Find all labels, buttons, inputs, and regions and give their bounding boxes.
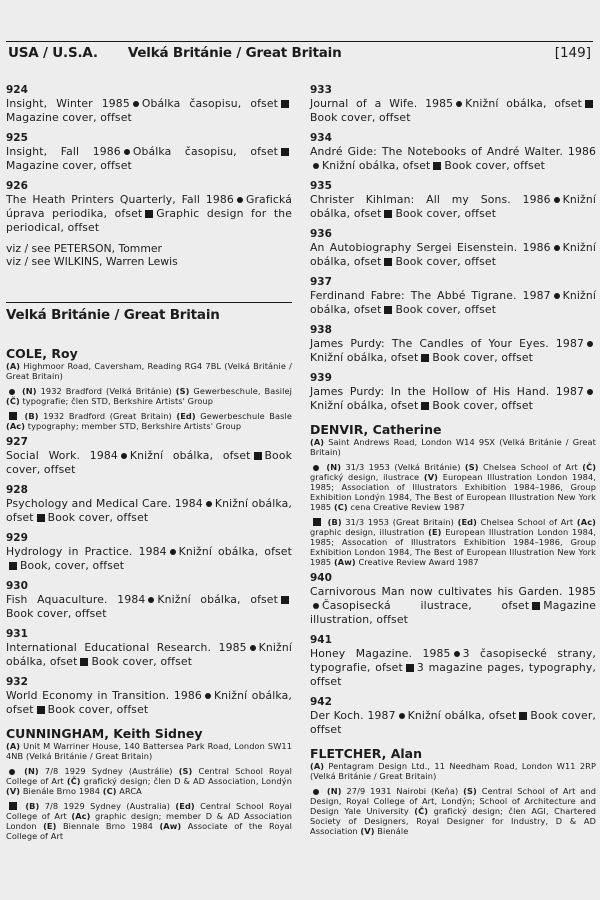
english-description: Magazine cover, offset [6, 111, 132, 124]
address-label: (A) [6, 741, 21, 751]
english-square-icon [37, 706, 45, 714]
english-description: 3 magazine pages, typography, offset [310, 661, 596, 688]
bio-label: (N) [24, 766, 39, 776]
english-biography [6, 801, 292, 841]
english-square-icon [254, 452, 262, 460]
english-square-icon [37, 514, 45, 522]
catalogue-entry [6, 180, 292, 235]
bio-label: (Ed) [175, 801, 195, 811]
czech-description: Knižní obálka, ofset [310, 193, 596, 220]
bio-text: Chelsea School of Art [480, 517, 574, 527]
english-square-icon [145, 210, 153, 218]
english-description: Book cover, offset [47, 703, 149, 716]
bio-text: Bienále Brno 1984 [22, 786, 101, 796]
entry-description [310, 337, 596, 365]
bio-text: Central School of Art and Design, Royal College of Art, Londýn; School of Architecture and Design Yale University [310, 786, 596, 816]
entry-number: 935 [310, 180, 332, 192]
entry-number: 925 [6, 132, 28, 144]
czech-bullet-icon [124, 149, 130, 155]
entry-description [310, 385, 596, 413]
bio-text: European Illustration London 1984, 1985; Association of Illustrators Exhibition 1984–1986, Group Exhibition Londýn 1984, The Best of European Illustration New York 1985 [310, 472, 596, 512]
header-country-usa: USA / U.S.A. [8, 45, 98, 61]
work-title: Ferdinand Fabre: The Abbé Tigrane. 1987 [310, 289, 551, 302]
czech-description: Knižní obálka, ofset [6, 497, 292, 524]
english-description: Book cover, offset [6, 607, 107, 620]
bio-label: (V) [360, 826, 375, 836]
artist-address [310, 761, 596, 781]
entry-description [310, 193, 596, 221]
entry-description [6, 641, 292, 669]
english-square-icon [281, 148, 289, 156]
bio-label: (B) [327, 517, 342, 527]
czech-description: Knižní obálka, ofset [310, 241, 596, 268]
work-title: Insight, Winter 1985 [6, 97, 130, 110]
english-description: Magazine cover, offset [6, 159, 132, 172]
entry-description [6, 145, 292, 173]
entry-number: 936 [310, 228, 332, 240]
czech-description: Knižní obálka, ofset [407, 709, 517, 722]
running-header [6, 41, 593, 64]
entry-description [310, 709, 596, 737]
usa-entries [6, 84, 292, 235]
gb-artists-continued [310, 423, 596, 836]
english-square-icon [313, 518, 321, 526]
czech-bullet-icon [148, 597, 154, 603]
english-square-icon [80, 658, 88, 666]
entry-number: 930 [6, 580, 28, 592]
work-title: Hydrology in Practice. 1984 [6, 545, 167, 558]
entry-number: 926 [6, 180, 28, 192]
english-square-icon [9, 562, 17, 570]
english-square-icon [9, 802, 17, 810]
artist-address [6, 741, 292, 761]
entry-number: 929 [6, 532, 28, 544]
czech-bullet-icon [456, 101, 462, 107]
work-title: Carnivorous Man now cultivates his Garden. 1985 [310, 585, 596, 598]
bio-label: (N) [21, 386, 37, 396]
work-title: James Purdy: In the Hollow of His Hand. 1987 [310, 385, 584, 398]
bio-text: 1932 Bradford (Velká Británie) [40, 386, 172, 396]
catalogue-entry [6, 84, 292, 125]
czech-bullet-icon [554, 293, 560, 299]
entry-description [310, 289, 596, 317]
entry-description [6, 689, 292, 717]
bio-label: (S) [464, 462, 479, 472]
entry-number: 924 [6, 84, 28, 96]
address-text: Pentagram Design Ltd., 11 Needham Road, London W11 2RP (Velká Británie / Great Britain) [310, 761, 596, 781]
english-square-icon [519, 712, 527, 720]
entry-description [310, 145, 596, 173]
entry-number: 931 [6, 628, 28, 640]
catalogue-entry [310, 228, 596, 269]
bio-text: grafický design; člen D & AD Association, Londýn [83, 776, 292, 786]
bio-text: Gewerbeschule, Basilej [193, 386, 293, 396]
czech-bullet-icon [9, 389, 15, 395]
english-description: Book, cover, offset [20, 559, 125, 572]
artist-name: COLE, Roy [6, 346, 78, 361]
bio-label: (N) [326, 786, 342, 796]
artist-address [310, 437, 596, 457]
bio-label: (Ed) [176, 411, 196, 421]
artist-details [310, 761, 596, 836]
czech-bullet-icon [313, 163, 319, 169]
bio-label: (Aw) [333, 557, 356, 567]
english-description: Graphic design for the periodical, offset [6, 207, 292, 234]
english-description: Magazine illustration, offset [310, 599, 596, 626]
english-square-icon [406, 664, 414, 672]
bio-text: ARCA [119, 786, 142, 796]
czech-description: Knižní obálka, ofset [157, 593, 278, 606]
bio-label: (E) [428, 527, 442, 537]
entry-number: 927 [6, 436, 28, 448]
header-country-gb: Velká Británie / Great Britain [127, 45, 342, 61]
czech-bullet-icon [206, 501, 212, 507]
czech-description: Knižní obálka, ofset [310, 399, 419, 412]
address-label: (A) [310, 761, 325, 771]
english-biography [6, 411, 292, 431]
see-also-list [6, 242, 292, 268]
work-title: An Autobiography Sergei Eisenstein. 1986 [310, 241, 551, 254]
artist-name: CUNNINGHAM, Keith Sidney [6, 726, 203, 741]
czech-biography [6, 386, 292, 406]
bio-text: cena Creative Review 1987 [350, 502, 465, 512]
bio-label: (Aw) [159, 821, 182, 831]
bio-label: (V) [423, 472, 439, 482]
english-description: Book cover, offset [310, 111, 411, 124]
english-square-icon [433, 162, 441, 170]
artist-details [6, 361, 292, 431]
catalogue-entry [310, 324, 596, 365]
entry-number: 941 [310, 634, 332, 646]
bio-label: (Č) [66, 776, 81, 786]
czech-bullet-icon [554, 245, 560, 251]
entry-description [6, 449, 292, 477]
catalogue-entry [6, 580, 292, 621]
english-square-icon [532, 602, 540, 610]
address-text: Unit M Warriner House, 140 Battersea Park Road, London SW11 4NB (Velká Británie / Great Britain) [6, 741, 293, 761]
work-title: Honey Magazine. 1985 [310, 647, 451, 660]
bio-label: (S) [178, 766, 193, 776]
right-column [310, 84, 596, 846]
work-title: World Economy in Transition. 1986 [6, 689, 202, 702]
bio-text: 1932 Bradford (Great Britain) [43, 411, 172, 421]
czech-description: Obálka časopisu, ofset [132, 145, 278, 158]
entry-number: 937 [310, 276, 332, 288]
entry-number: 934 [310, 132, 332, 144]
work-title: Journal of a Wife. 1985 [310, 97, 454, 110]
gb-artists [6, 347, 292, 841]
czech-biography [310, 786, 596, 836]
catalogue-entry [6, 676, 292, 717]
bio-text: Creative Review Award 1987 [358, 557, 479, 567]
bio-text: Biennale Brno 1984 [62, 821, 153, 831]
bio-label: (C) [102, 786, 117, 796]
entry-description [310, 241, 596, 269]
bio-text: 27/9 1931 Nairobi (Keňa) [346, 786, 459, 796]
czech-description: Knižní obálka, ofset [129, 449, 251, 462]
bio-text: Bienále [377, 826, 409, 836]
bio-text: typography; member STD, Berkshire Artists' Group [27, 421, 242, 431]
bio-text: grafický design, ilustrace [310, 472, 420, 482]
bio-text: typografie; člen STD, Berkshire Artists' Group [22, 396, 214, 406]
english-square-icon [384, 210, 392, 218]
address-label: (A) [6, 361, 21, 371]
address-text: Saint Andrews Road, London W14 9SX (Velká Británie / Great Britain) [310, 437, 596, 457]
bio-text: 31/3 1953 (Velká Británie) [345, 462, 461, 472]
czech-bullet-icon [313, 465, 319, 471]
work-title: International Educational Research. 1985 [6, 641, 247, 654]
bio-label: (B) [24, 411, 39, 421]
artist-profile [310, 423, 596, 737]
work-title: Insight, Fall 1986 [6, 145, 121, 158]
catalogue-entry [6, 484, 292, 525]
entry-description [6, 593, 292, 621]
address-label: (A) [310, 437, 325, 447]
catalogue-entry [6, 132, 292, 173]
english-description: Book cover, offset [395, 303, 497, 316]
english-description: Book cover, offset [91, 655, 193, 668]
artist-profile [6, 727, 292, 841]
section-heading: Velká Británie / Great Britain [6, 302, 292, 323]
artist-profile [6, 347, 292, 717]
english-square-icon [421, 354, 429, 362]
english-square-icon [384, 258, 392, 266]
work-title: The Heath Printers Quarterly, Fall 1986 [6, 193, 234, 206]
bio-label: (B) [25, 801, 40, 811]
catalogue-entry [310, 132, 596, 173]
english-description: Book cover, offset [395, 207, 497, 220]
entry-number: 928 [6, 484, 28, 496]
bio-text: graphic design, illustration [310, 527, 425, 537]
entry-description [6, 193, 292, 235]
czech-bullet-icon [399, 713, 405, 719]
english-square-icon [384, 306, 392, 314]
czech-biography [6, 766, 292, 796]
english-biography [310, 517, 596, 567]
czech-description: Knižní obálka, ofset [6, 641, 292, 668]
english-description: Book cover, offset [310, 709, 596, 736]
catalogue-entry [6, 628, 292, 669]
entry-number: 932 [6, 676, 28, 688]
work-title: Christer Kihlman: All my Sons. 1986 [310, 193, 551, 206]
bio-text: graphic design; member D & AD Association London [6, 811, 292, 831]
czech-bullet-icon [133, 101, 139, 107]
bio-label: (Č) [6, 396, 20, 406]
entry-number: 939 [310, 372, 332, 384]
page-number: [149] [554, 45, 591, 61]
bio-label: (Č) [414, 806, 429, 816]
bio-label: (V) [6, 786, 21, 796]
catalogue-entry [310, 634, 596, 689]
czech-description: Časopisecká ilustrace, ofset [322, 599, 530, 612]
catalogue-entry [310, 180, 596, 221]
see-also-item: viz / see PETERSON, Tommer [6, 242, 162, 255]
entry-description [6, 97, 292, 125]
bio-label: (Ac) [6, 421, 26, 431]
czech-bullet-icon [9, 769, 15, 775]
bio-label: (Ed) [457, 517, 477, 527]
catalogue-entry [310, 696, 596, 737]
bio-label: (Č) [582, 462, 597, 472]
czech-bullet-icon [250, 645, 256, 651]
entry-description [310, 97, 596, 125]
bio-text: grafický design; člen AGI, Chartered Society of Designers, Royal Designer for Industry, D & AD Association [310, 806, 596, 836]
czech-bullet-icon [587, 389, 593, 395]
entry-description [310, 585, 596, 627]
bio-label: (Ac) [71, 811, 91, 821]
catalogue-entry [6, 532, 292, 573]
english-square-icon [9, 412, 17, 420]
czech-bullet-icon [170, 549, 176, 555]
czech-biography [310, 462, 596, 512]
english-description: Book cover, offset [444, 159, 545, 172]
bio-label: (S) [175, 386, 190, 396]
bio-text: Chelsea School of Art [483, 462, 578, 472]
catalogue-entry [310, 572, 596, 627]
artist-address [6, 361, 292, 381]
bio-label: (C) [333, 502, 348, 512]
czech-description: Knižní obálka, ofset [310, 351, 419, 364]
catalogue-entry [310, 372, 596, 413]
catalogue-entry [6, 436, 292, 477]
bio-text: 7/8 1929 Sydney (Australia) [44, 801, 171, 811]
czech-description: 3 časopisecké strany, typografie, ofset [310, 647, 596, 674]
czech-bullet-icon [237, 197, 243, 203]
english-square-icon [281, 100, 289, 108]
bio-label: (E) [43, 821, 57, 831]
english-description: Book cover, offset [432, 351, 533, 364]
english-description: Book cover, offset [395, 255, 497, 268]
address-text: Highmoor Road, Caversham, Reading RG4 7BL (Velká Británie / Great Britain) [6, 361, 293, 381]
bio-label: (S) [463, 786, 477, 796]
czech-bullet-icon [205, 693, 211, 699]
bio-text: Gewerbeschule Basle [200, 411, 293, 421]
czech-description: Knižní obálka, ofset [322, 159, 431, 172]
artist-name: DENVIR, Catherine [310, 422, 442, 437]
entry-number: 942 [310, 696, 332, 708]
work-title: Der Koch. 1987 [310, 709, 396, 722]
czech-description: Grafická úprava periodika, ofset [6, 193, 292, 220]
czech-bullet-icon [587, 341, 593, 347]
bio-text: Associate of the Royal College of Art [6, 821, 293, 841]
entry-description [6, 497, 292, 525]
entry-number: 940 [310, 572, 332, 584]
catalogue-entry [310, 84, 596, 125]
english-square-icon [421, 402, 429, 410]
english-description: Book cover, offset [432, 399, 533, 412]
czech-description: Knižní obálka, ofset [6, 689, 292, 716]
czech-bullet-icon [554, 197, 560, 203]
catalogue-entry [310, 276, 596, 317]
czech-bullet-icon [313, 789, 319, 795]
english-square-icon [585, 100, 593, 108]
bio-text: Central School Royal College of Art [6, 766, 293, 786]
left-column [6, 84, 292, 851]
czech-description: Obálka časopisu, ofset [141, 97, 278, 110]
czech-bullet-icon [121, 453, 127, 459]
work-title: James Purdy: The Candles of Your Eyes. 1987 [310, 337, 584, 350]
bio-text: 7/8 1929 Sydney (Austrálie) [44, 766, 173, 776]
czech-description: Knižní obálka, ofset [310, 289, 596, 316]
work-title: Social Work. 1984 [6, 449, 118, 462]
bio-label: (Ac) [576, 517, 596, 527]
entry-description [310, 647, 596, 689]
artist-details [310, 437, 596, 567]
czech-bullet-icon [313, 603, 319, 609]
bio-text: European Illustration London 1984, 1985; Assocation of Illustrators Exhibition 1984–1986, Group Exhibition London 1984, The Best of European Illustration New York 1985 [310, 527, 596, 567]
work-title: Psychology and Medical Care. 1984 [6, 497, 203, 510]
artist-details [6, 741, 292, 841]
cole-continued-entries [310, 84, 596, 413]
work-title: André Gide: The Notebooks of André Walter. 1986 [310, 145, 596, 158]
artist-profile [310, 747, 596, 836]
entry-number: 938 [310, 324, 332, 336]
bio-text: Central School Royal College of Art [6, 801, 293, 821]
header-countries [8, 45, 342, 61]
english-description: Book cover, offset [47, 511, 149, 524]
bio-label: (N) [326, 462, 342, 472]
entry-number: 933 [310, 84, 332, 96]
work-title: Fish Aquaculture. 1984 [6, 593, 146, 606]
czech-description: Knižní obálka, ofset [178, 545, 292, 558]
artist-name: FLETCHER, Alan [310, 746, 422, 761]
english-description: Book cover, offset [6, 449, 292, 476]
english-square-icon [281, 596, 289, 604]
entry-description [6, 545, 292, 573]
bio-text: 31/3 1953 (Great Britain) [345, 517, 454, 527]
czech-bullet-icon [454, 651, 460, 657]
czech-description: Knižní obálka, ofset [465, 97, 582, 110]
see-also-item: viz / see WILKINS, Warren Lewis [6, 255, 178, 268]
